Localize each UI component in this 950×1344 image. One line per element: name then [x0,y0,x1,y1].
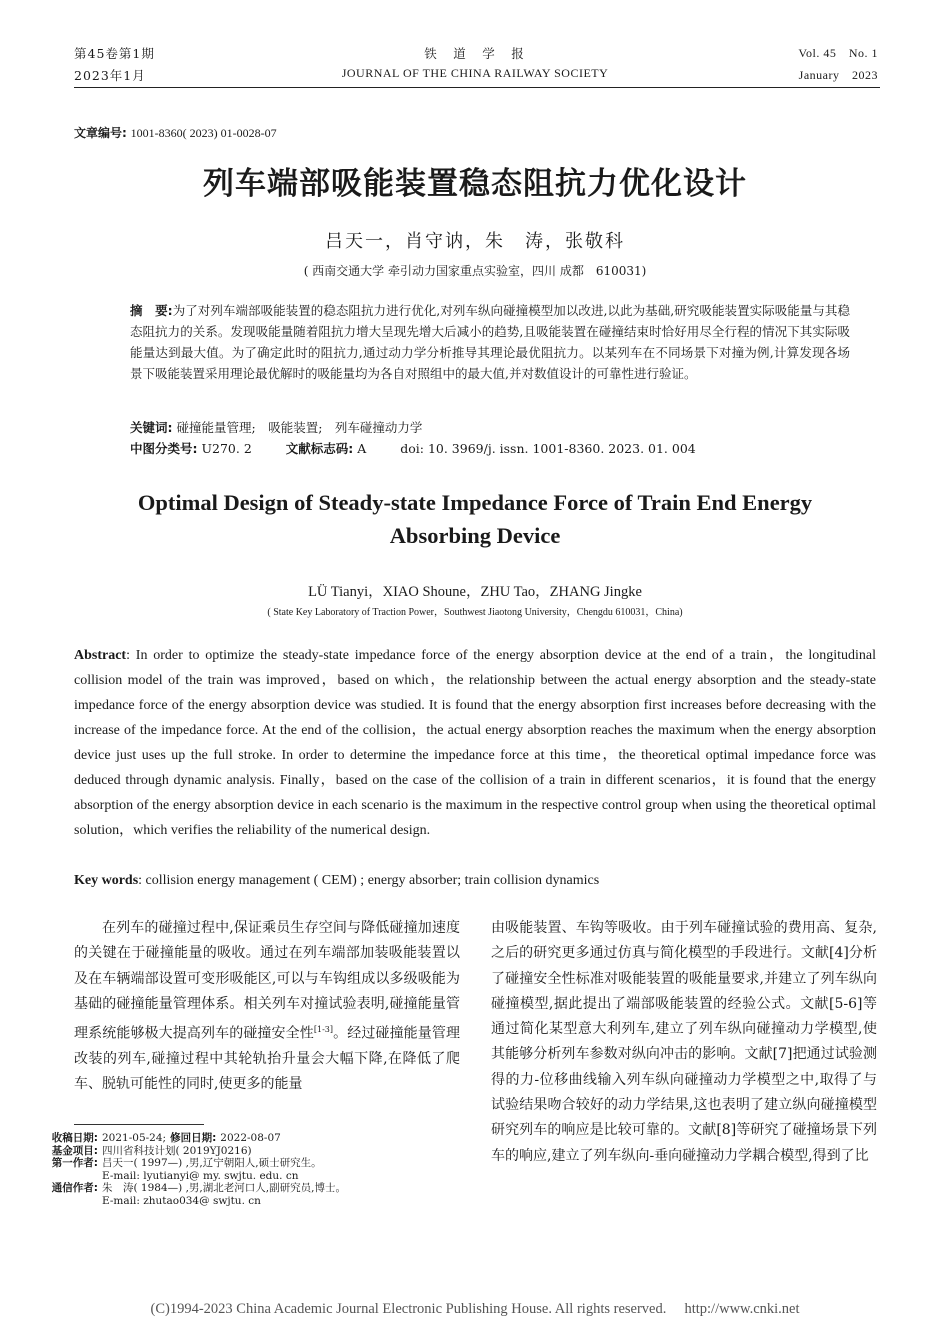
keywords-cn-label: 关键词: [130,420,173,435]
keywords-en [74,868,876,893]
affiliation-cn: ( 西南交通大学 牵引动力国家重点实验室，四川 成都 610031) [303,264,647,278]
journal-name-en: JOURNAL OF THE CHINA RAILWAY SOCIETY [341,66,609,80]
first-author-email: E-mail: lyutianyi@ my. swjtu. edu. cn [102,1169,299,1182]
doc-code-label: 文献标志码: [285,441,354,456]
header-rule [74,87,880,88]
article-number-label: 文章编号: [74,126,127,140]
received-label: 收稿日期: [51,1132,98,1144]
volume-issue-en: Vol. 45 No. 1 [798,46,878,60]
body-left-column [74,916,460,1098]
title-cn: 列车端部吸能装置稳态阻抗力优化设计 [203,166,747,202]
fund-value: 四川省科技计划( 2019YJ0216) [102,1144,252,1157]
footnote-rule [74,1124,204,1125]
abstract-en-text: : In order to optimize the steady-state impedance force of the energy absorption device at the end of a train，the longitudinal collision model of the train was improved，based on which，the relationship between the actual energy absorption and the steady-state impedance force of the energy absorption device was studied. It is found that the energy absorption first increases before decreasing with the increase of the impedance force. At the end of the collision，the actual energy absorption reaches the maximum when the energy absorption device just uses up the full stroke. In order to determine the impedance force at this time，the theoretical optimal impedance force was deduced through dynamic analysis. Finally，based on the case of the collision of a train in different scenarios，it is found that the energy absorption of the energy absorption device in each scenario is the maximum in the respective control group when using the theoretical optimal solution，which verifies the reliability of the numerical design. [74,648,876,838]
corresponding-author-label: 通信作者: [51,1182,98,1194]
abstract-cn [130,300,850,384]
doc-code-value: A [357,441,367,456]
article-number-value: 1001-8360( 2023) 01-0028-07 [130,126,277,140]
copyright-footer: (C)1994-2023 China Academic Journal Electronic Publishing House. All rights reserved. http://www.cnki.net [150,1301,800,1317]
received-date: 2021-05-24; [102,1132,167,1144]
issue-date-cn: 2023年1月 [74,68,146,83]
keywords-en-text: : collision energy management ( CEM) ; energy absorber; train collision dynamics [138,873,600,888]
doi: doi: 10. 3969/j. issn. 1001-8360. 2023. 01. 004 [400,441,696,456]
affiliation-en: ( State Key Laboratory of Traction Power，Southwest Jiaotong University，Chengdu 610031，China) [267,607,683,618]
corresponding-author-value: 朱 涛( 1984—) ,男,湖北老河口人,副研究员,博士。 [102,1182,346,1194]
title-en [0,486,950,552]
journal-name-cn: 铁 道 学 报 [424,46,526,61]
abstract-en-label: Abstract [74,648,127,663]
authors-cn: 吕天一，肖守讷，朱 涛，张敬科 [325,231,625,252]
body-left-text-1: 在列车的碰撞过程中,保证乘员生存空间与降低碰撞加速度的关键在于碰撞能量的吸收。通过在列车端部加装吸能装置以及在车辆端部设置可变形吸能区,可以与车钩组成以多级吸能为基础的碰撞能量管理体系。相关列车对撞试验表明,碰撞能量管理系统能够极大提高列车的碰撞安全性 [74,920,460,1042]
abstract-cn-label: 摘 要: [130,303,173,318]
abstract-cn-text: 为了对列车端部吸能装置的稳态阻抗力进行优化,对列车纵向碰撞模型加以改进,以此为基础,研究吸能装置实际吸能量与其稳态阻抗力的关系。发现吸能量随着阻抗力增大呈现先增大后减小的趋势,且吸能装置在碰撞结束时恰好用尽全行程的情况下其实际吸能量达到最大值。为了确定此时的阻抗力,通过动力学分析推导其理论最优阻抗力。以某列车在不同场景下对撞为例,计算发现各场景下吸能装置采用理论最优解时的吸能量均为各自对照组中的最大值,并对数值设计的可靠性进行验证。 [130,303,850,381]
revised-label: 修回日期: [170,1132,217,1144]
keywords-cn [130,417,422,438]
title-en-line1: Optimal Design of Steady-state Impedance Force of Train End Energy [137,490,813,515]
revised-date: 2022-08-07 [220,1132,281,1144]
first-author-label: 第一作者: [51,1157,98,1169]
body-right-text: 由吸能装置、车钩等吸收。由于列车碰撞试验的费用高、复杂,之后的研究更多通过仿真与简化模型的手段进行。文献[4]分析了碰撞安全性标准对吸能装置的吸能量要求,并建立了列车纵向碰撞模型,据此提出了端部吸能装置的经验公式。文献[5-6]等通过简化某型意大利列车,建立了列车纵向碰撞动力学模型,使其能够分析列车参数对纵向冲击的影响。文献[7]把通过试验测得的力-位移曲线输入列车纵向碰撞动力学模型之中,取得了与试验结果吻合较好的动力学结果,这也表明了建立纵向碰撞模型研究列车的响应是比较可靠的。文献[8]等研究了碰撞场景下列车的响应,建立了列车纵向-垂向碰撞动力学耦合模型,得到了比 [491,920,877,1164]
clc-label: 中图分类号: [130,441,198,456]
body-right-column [491,916,877,1169]
keywords-en-label: Key words [74,873,139,888]
keywords-cn-text: 碰撞能量管理; 吸能装置; 列车碰撞动力学 [176,420,423,435]
abstract-en [74,643,876,843]
corresponding-author-email: E-mail: zhutao034@ swjtu. cn [102,1194,261,1207]
issue-date-en: January 2023 [798,68,878,82]
authors-en: LÜ Tianyi，XIAO Shoune，ZHU Tao，ZHANG Jingke [308,584,642,600]
first-author-value: 吕天一( 1997—) ,男,辽宁朝阳人,硕士研究生。 [102,1157,322,1169]
clc-value: U270. 2 [201,441,252,456]
fund-label: 基金项目: [51,1144,98,1157]
classification-line [130,438,850,459]
title-en-line2: Absorbing Device [389,523,561,548]
body-left-text-2: 。经过碰撞能量管理改装的列车,碰撞过程中其轮轨抬升量会大幅下降,在降低了爬车、脱轨可能性的同时,使更多的能量 [74,1025,461,1093]
citation-1-3: [1-3] [313,1025,334,1035]
article-number [74,124,277,141]
volume-issue: 第45卷第1期 [74,46,155,61]
footnotes [14,1132,474,1207]
